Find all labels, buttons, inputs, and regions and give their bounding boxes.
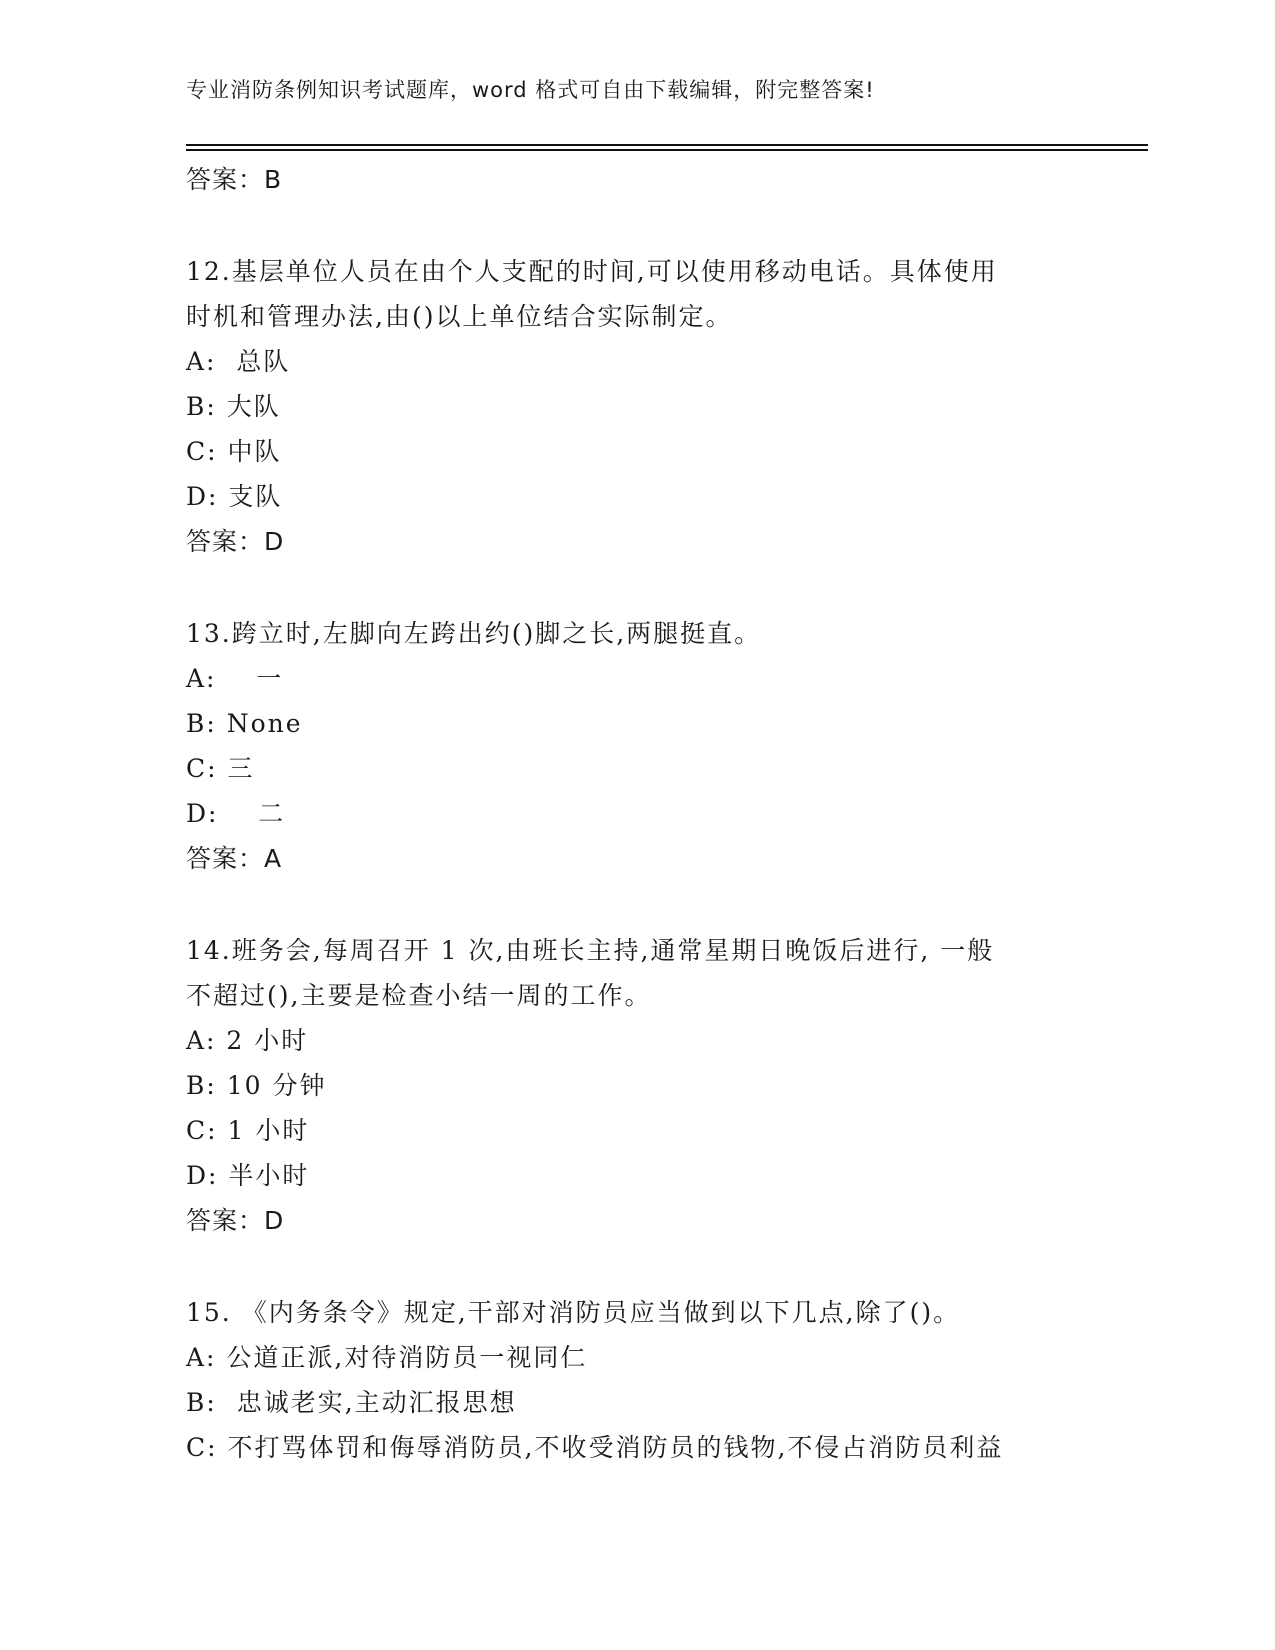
option-a: A: 2 小时 — [186, 1026, 309, 1055]
answer-line: 答案：D — [186, 527, 285, 556]
option-c: C: 不打骂体罚和侮辱消防员,不收受消防员的钱物,不侵占消防员利益 — [186, 1433, 1004, 1462]
option-d: D: 半小时 — [186, 1161, 310, 1190]
question-block — [186, 249, 1086, 564]
page-header: 专业消防条例知识考试题库，word 格式可自由下载编辑，附完整答案! — [186, 78, 875, 102]
option-a: A: 一 — [186, 664, 284, 693]
answer-line: 答案：D — [186, 1206, 285, 1235]
option-b: B: 10 分钟 — [186, 1071, 327, 1100]
answer-line: 答案：A — [186, 844, 283, 873]
spacer — [186, 564, 1086, 611]
question-list — [186, 157, 1086, 1470]
option-c: C: 1 小时 — [186, 1116, 310, 1145]
option-d: D: 二 — [186, 799, 286, 828]
question-stem: 14.班务会,每周召开 1 次,由班长主持,通常星期日晚饭后进行, 一般 — [186, 936, 995, 965]
spacer — [186, 202, 1086, 249]
question-stem: 不超过(),主要是检查小结一周的工作。 — [186, 981, 652, 1010]
question-stem: 13.跨立时,左脚向左跨出约()脚之长,两腿挺直。 — [186, 619, 762, 648]
option-b: B: 大队 — [186, 392, 281, 421]
answer-line: 答案：B — [186, 165, 283, 194]
question-stem: 12.基层单位人员在由个人支配的时间,可以使用移动电话。具体使用 — [186, 257, 998, 286]
option-c: C: 中队 — [186, 437, 282, 466]
header-rule — [186, 144, 1148, 146]
option-d: D: 支队 — [186, 482, 283, 511]
option-b: B: 忠诚老实,主动汇报思想 — [186, 1388, 517, 1417]
option-a: A: 公道正派,对待消防员一视同仁 — [186, 1343, 588, 1372]
question-block — [186, 928, 1086, 1243]
option-c: C: 三 — [186, 754, 255, 783]
question-block — [186, 611, 1086, 881]
option-b: B: None — [186, 709, 303, 738]
question-stem: 时机和管理办法,由()以上单位结合实际制定。 — [186, 302, 733, 331]
question-stem: 15. 《内务条令》规定,干部对消防员应当做到以下几点,除了()。 — [186, 1298, 961, 1327]
header-rule-second — [186, 149, 1148, 151]
question-block — [186, 1290, 1086, 1470]
option-a: A: 总队 — [186, 347, 291, 376]
spacer — [186, 881, 1086, 928]
spacer — [186, 1243, 1086, 1290]
